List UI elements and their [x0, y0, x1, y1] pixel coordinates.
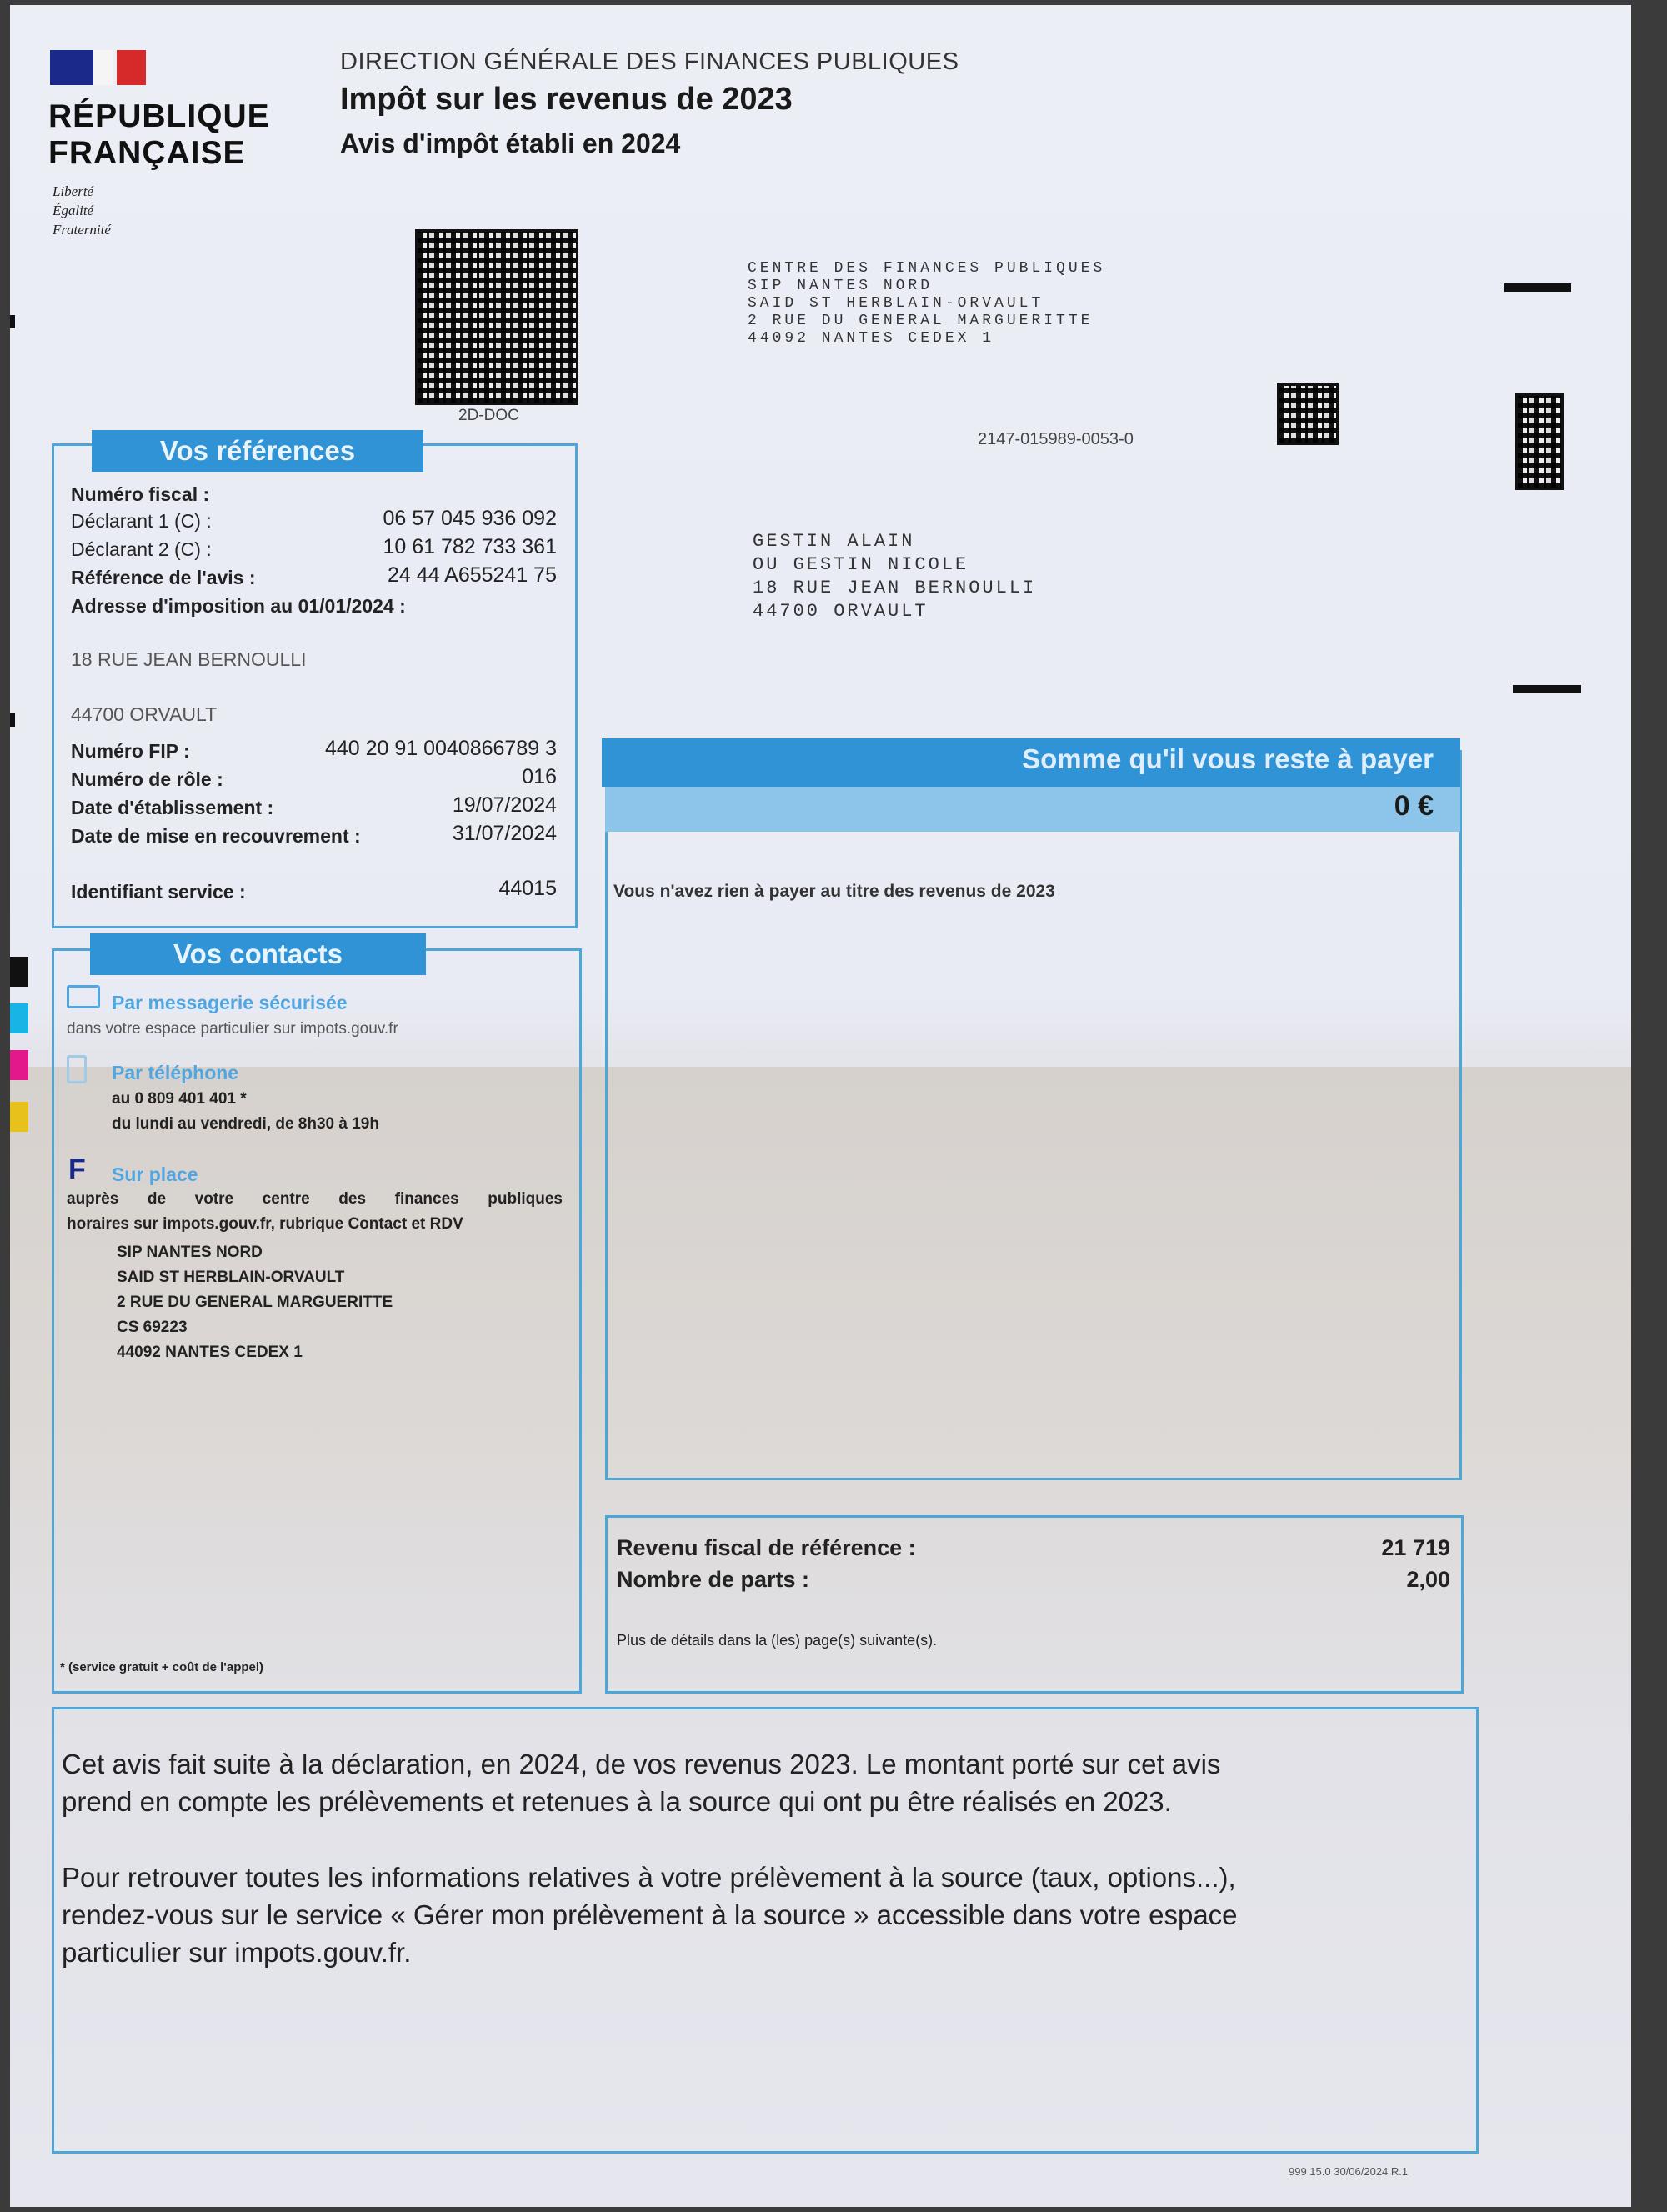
margin-mark — [10, 315, 15, 328]
contacts-title: Vos contacts — [90, 933, 426, 975]
centre-address-line: CENTRE DES FINANCES PUBLIQUES — [748, 260, 1106, 277]
identifiant-service-value: 44015 — [498, 877, 557, 900]
recipient-line: 18 RUE JEAN BERNOULLI — [753, 578, 1037, 598]
sur-place-icon: F — [68, 1154, 86, 1185]
document-code: 2147-015989-0053-0 — [978, 430, 1134, 448]
declarant1-label: Déclarant 1 (C) : — [71, 510, 212, 532]
2d-doc-barcode — [415, 229, 578, 405]
centre-address-line: 2 RUE DU GENERAL MARGUERITTE — [748, 313, 1094, 329]
role-value: 016 — [522, 765, 557, 788]
contacts-footnote: * (service gratuit + coût de l'appel) — [60, 1660, 264, 1674]
declarant2-label: Déclarant 2 (C) : — [71, 538, 212, 560]
logo-line1: RÉPUBLIQUE — [48, 98, 270, 134]
devise — [53, 182, 111, 239]
sur-place-title: Sur place — [112, 1164, 198, 1185]
role-label: Numéro de rôle : — [71, 768, 223, 790]
reference-avis-value: 24 44 A655241 75 — [388, 563, 557, 587]
color-mark-cyan — [10, 1003, 28, 1033]
french-flag-logo — [50, 50, 146, 85]
small-datamatrix — [1277, 383, 1339, 445]
margin-mark — [1513, 685, 1581, 693]
info-line: Cet avis fait suite à la déclaration, en 2024, de vos revenus 2023. Le montant porté sur cet avis — [62, 1749, 1221, 1779]
centre-address — [748, 260, 1105, 348]
info-paragraph-2 — [62, 1859, 1462, 1971]
info-line: prend en compte les prélèvements et retenues à la source qui ont pu être réalisés en 2023. — [62, 1786, 1172, 1817]
margin-mark — [1504, 283, 1571, 292]
adresse-imposition-label: Adresse d'imposition au 01/01/2024 : — [71, 595, 406, 617]
edge-datamatrix — [1515, 393, 1564, 490]
sur-place-address-line: 44092 NANTES CEDEX 1 — [117, 1344, 303, 1361]
telephone-title: Par téléphone — [112, 1062, 239, 1083]
adresse-imposition-line1: 18 RUE JEAN BERNOULLI — [71, 648, 307, 670]
sur-place-line2: horaires sur impots.gouv.fr, rubrique Contact et RDV — [67, 1215, 463, 1233]
numero-fiscal-label: Numéro fiscal : — [71, 483, 210, 505]
rfr-label: Revenu fiscal de référence : — [617, 1535, 916, 1560]
rfr-value: 21 719 — [1381, 1535, 1450, 1560]
devise-liberte: Liberté — [53, 183, 94, 199]
centre-address-line: 44092 NANTES CEDEX 1 — [748, 330, 995, 347]
fip-label: Numéro FIP : — [71, 740, 190, 762]
parts-label: Nombre de parts : — [617, 1567, 810, 1592]
recipient-line: 44700 ORVAULT — [753, 601, 929, 622]
margin-mark — [10, 713, 15, 727]
info-line: Pour retrouver toutes les informations relatives à votre prélèvement à la source (taux, options...), — [62, 1862, 1236, 1893]
devise-fraternite: Fraternité — [53, 222, 111, 238]
payment-amount: 0 € — [1394, 790, 1434, 822]
sur-place-address — [117, 1240, 393, 1365]
etablissement-value: 19/07/2024 — [452, 793, 557, 817]
color-mark-black — [10, 957, 28, 987]
color-mark-yellow — [10, 1102, 28, 1132]
messagerie-icon — [67, 985, 100, 1008]
identifiant-service-label: Identifiant service : — [71, 881, 246, 903]
payment-message: Vous n'avez rien à payer au titre des revenus de 2023 — [613, 882, 1055, 901]
header-direction: DIRECTION GÉNÉRALE DES FINANCES PUBLIQUES — [340, 48, 959, 75]
telephone-hours: du lundi au vendredi, de 8h30 à 19h — [112, 1115, 379, 1133]
centre-address-line: SIP NANTES NORD — [748, 278, 934, 294]
details-note: Plus de détails dans la (les) page(s) suivante(s). — [617, 1632, 938, 1649]
sur-place-address-line: SAID ST HERBLAIN-ORVAULT — [117, 1269, 345, 1286]
sur-place-address-line: SIP NANTES NORD — [117, 1244, 263, 1261]
sur-place-address-line: CS 69223 — [117, 1319, 188, 1336]
info-line: particulier sur impots.gouv.fr. — [62, 1937, 412, 1968]
header-subtitle: Avis d'impôt établi en 2024 — [340, 128, 681, 158]
republique-francaise-logo — [48, 98, 270, 172]
parts-value: 2,00 — [1406, 1567, 1450, 1592]
messagerie-title: Par messagerie sécurisée — [112, 992, 348, 1013]
fip-value: 440 20 91 0040866789 3 — [324, 737, 557, 760]
info-line: rendez-vous sur le service « Gérer mon prélèvement à la source » accessible dans votre espace — [62, 1899, 1238, 1930]
logo-line2: FRANÇAISE — [48, 135, 246, 171]
declarant1-value: 06 57 045 936 092 — [383, 507, 557, 530]
sur-place-line1: auprès de votre centre des finances publiques — [67, 1190, 563, 1208]
color-mark-magenta — [10, 1050, 28, 1080]
payment-box — [605, 750, 1462, 1480]
telephone-number: au 0 809 401 401 * — [112, 1090, 247, 1108]
recouvrement-label: Date de mise en recouvrement : — [71, 825, 361, 847]
header-title: Impôt sur les revenus de 2023 — [340, 82, 793, 117]
messagerie-text: dans votre espace particulier sur impots.gouv.fr — [67, 1020, 398, 1038]
declarant2-value: 10 61 782 733 361 — [383, 535, 557, 558]
recipient-address — [753, 530, 1036, 623]
telephone-icon — [67, 1055, 87, 1083]
reference-avis-label: Référence de l'avis : — [71, 567, 256, 588]
etablissement-label: Date d'établissement : — [71, 797, 274, 818]
recouvrement-value: 31/07/2024 — [452, 822, 557, 845]
recipient-line: OU GESTIN NICOLE — [753, 554, 969, 575]
recipient-line: GESTIN ALAIN — [753, 531, 915, 552]
references-title: Vos références — [92, 430, 423, 472]
payment-title: Somme qu'il vous reste à payer — [1022, 743, 1434, 774]
adresse-imposition-line2: 44700 ORVAULT — [71, 703, 218, 725]
barcode-label: 2D-DOC — [458, 407, 519, 424]
sur-place-address-line: 2 RUE DU GENERAL MARGUERITTE — [117, 1294, 393, 1311]
footer-code: 999 15.0 30/06/2024 R.1 — [1289, 2165, 1409, 2178]
info-paragraph-1 — [62, 1745, 1462, 1820]
devise-egalite: Égalité — [53, 203, 94, 218]
centre-address-line: SAID ST HERBLAIN-ORVAULT — [748, 295, 1044, 312]
